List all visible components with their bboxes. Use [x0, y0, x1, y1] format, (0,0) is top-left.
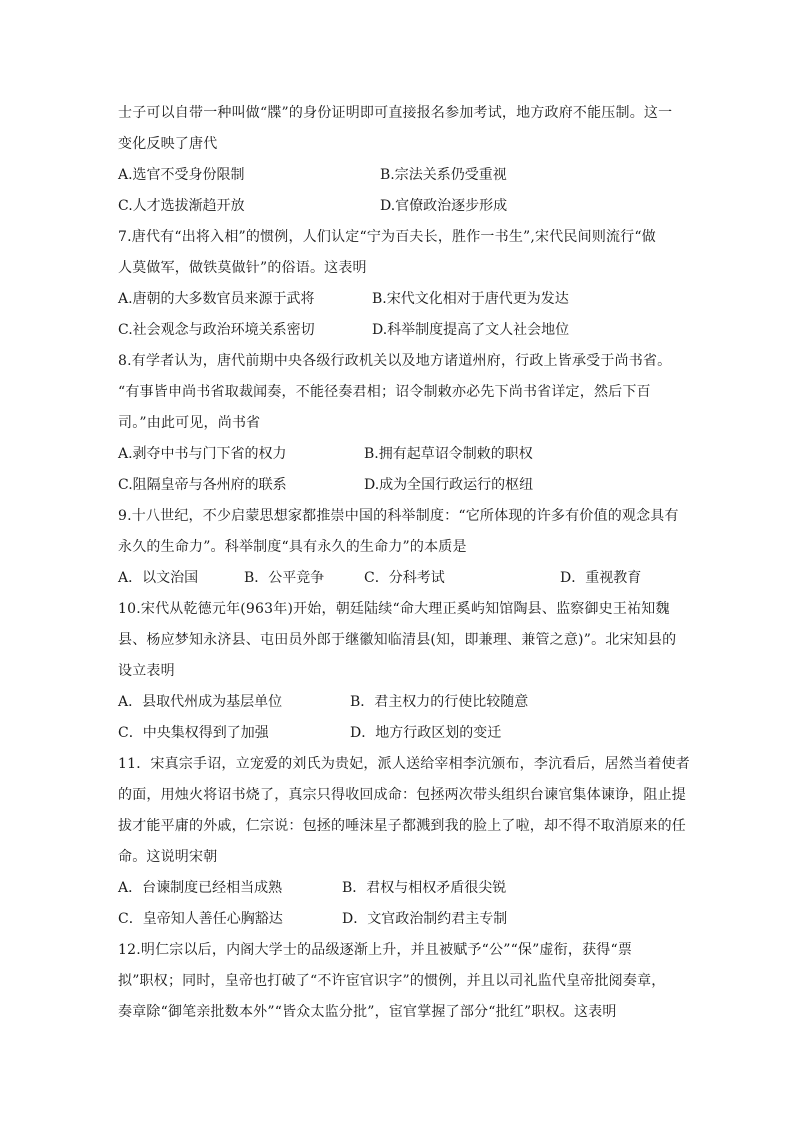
question-stem-line: 命。这说明宋朝: [118, 849, 218, 865]
question-stem-line: 人莫做军，做铁莫做针”的俗语。这表明: [118, 260, 367, 276]
question-stem-line: 12.明仁宗以后，内阁大学士的品级逐渐上升，并且被赋予“公”“保”虚衔，获得“票: [118, 942, 633, 958]
option-b: B．君权与相权矛盾很尖锐: [342, 880, 507, 896]
question-stem-line: 司。”由此可见，尚书省: [118, 415, 261, 431]
question-stem-line: 拔才能平庸的外戚，仁宗说：包拯的唾沫星子都溅到我的脸上了啦，却不得不取消原来的任: [118, 818, 686, 834]
question-6: [118, 98, 678, 222]
question-stem-line: 县、杨应梦知永济县、屯田员外郎于继徽知临清县(知，即兼理、兼管之意)”。北宋知县的: [118, 632, 677, 648]
question-10: [118, 594, 678, 749]
question-stem-line: 永久的生命力”。科举制度“具有永久的生命力”的本质是: [118, 539, 467, 555]
options-row: [118, 687, 678, 718]
option-c: C．中央集权得到了加强: [118, 725, 269, 741]
question-stem-line: 10.宋代从乾德元年(963年)开始，朝廷陆续“命大理正奚屿知馆陶县、监察御史王祐知魏: [118, 601, 670, 617]
question-stem-line: “有事皆申尚书省取裁闻奏，不能径奏君相；诏令制敕亦必先下尚书省详定，然后下百: [118, 384, 651, 400]
options-row: [118, 439, 678, 470]
question-stem-line: 设立表明: [118, 663, 175, 679]
option-b: B.宗法关系仍受重视: [380, 167, 507, 183]
question-8: [118, 346, 678, 501]
option-a: A．台谏制度已经相当成熟: [118, 880, 283, 896]
option-d: D.科举制度提高了文人社会地位: [372, 322, 570, 338]
option-d: D．重视教育: [560, 570, 642, 586]
question-stem-line: 变化反映了唐代: [118, 136, 218, 152]
option-c: C．分科考试: [364, 570, 445, 586]
question-11: [118, 749, 691, 935]
question-stem-line: 8.有学者认为，唐代前期中央各级行政机关以及地方诸道州府，行政上皆承受于尚书省。: [118, 353, 672, 369]
exam-page: [118, 98, 691, 1028]
option-d: D．地方行政区划的变迁: [350, 725, 502, 741]
option-c: C．皇帝知人善任心胸豁达: [118, 911, 283, 927]
question-stem-line: 的面，用烛火将诏书烧了，真宗只得收回成命：包拯两次带头组织台谏官集体谏诤，阻止提: [118, 787, 686, 803]
options-row: [118, 191, 678, 222]
question-stem-line: 拟”职权；同时，皇帝也打破了“不许宦官识字”的惯例，并且以司礼监代皇帝批阅奏章，: [118, 973, 666, 989]
option-c: C.阻隔皇帝与各州府的联系: [118, 477, 287, 493]
option-c: C.社会观念与政治环境关系密切: [118, 322, 315, 338]
option-d: D.成为全国行政运行的枢纽: [364, 477, 534, 493]
question-stem-line: 士子可以自带一种叫做“牒”的身份证明即可直接报名参加考试，地方政府不能压制。这一: [118, 105, 673, 121]
options-row: [118, 284, 678, 315]
options-row: [118, 160, 678, 191]
question-stem-line: 奏章除“御笔亲批数本外”“皆众太监分批”，宦官掌握了部分“批红”职权。这表明: [118, 1004, 617, 1020]
question-stem-line: 9.十八世纪，不少启蒙思想家都推崇中国的科举制度：“它所体现的许多有价值的观念具有: [118, 508, 679, 524]
option-c: C.人才选拔渐趋开放: [118, 198, 245, 214]
options-row: [118, 904, 678, 935]
question-12: [118, 935, 678, 1028]
option-b: B.拥有起草诏令制敕的职权: [364, 446, 533, 462]
options-row: [118, 315, 678, 346]
question-stem-line: 7.唐代有“出将入相”的惯例，人们认定“宁为百夫长，胜作一书生”,宋代民间则流行“做: [118, 229, 656, 245]
options-row: [118, 718, 678, 749]
question-9: [118, 501, 678, 594]
question-7: [118, 222, 678, 346]
option-b: B．君主权力的行使比较随意: [350, 694, 529, 710]
options-row: [118, 873, 678, 904]
option-a: A.剥夺中书与门下省的权力: [118, 446, 287, 462]
option-b: B.宋代文化相对于唐代更为发达: [372, 291, 569, 307]
option-a: A.选官不受身份限制: [118, 167, 245, 183]
options-row: [118, 563, 678, 594]
option-b: B．公平竞争: [244, 570, 325, 586]
option-a: A．以文治国: [118, 570, 199, 586]
option-d: D．文官政治制约君主专制: [342, 911, 508, 927]
question-stem-line: 11．宋真宗手诏，立宠爱的刘氏为贵妃，派人送给宰相李沆颁布，李沆看后，居然当着使者: [118, 756, 691, 772]
option-a: A．县取代州成为基层单位: [118, 694, 283, 710]
options-row: [118, 470, 678, 501]
option-a: A.唐朝的大多数官员来源于武将: [118, 291, 315, 307]
option-d: D.官僚政治逐步形成: [380, 198, 508, 214]
